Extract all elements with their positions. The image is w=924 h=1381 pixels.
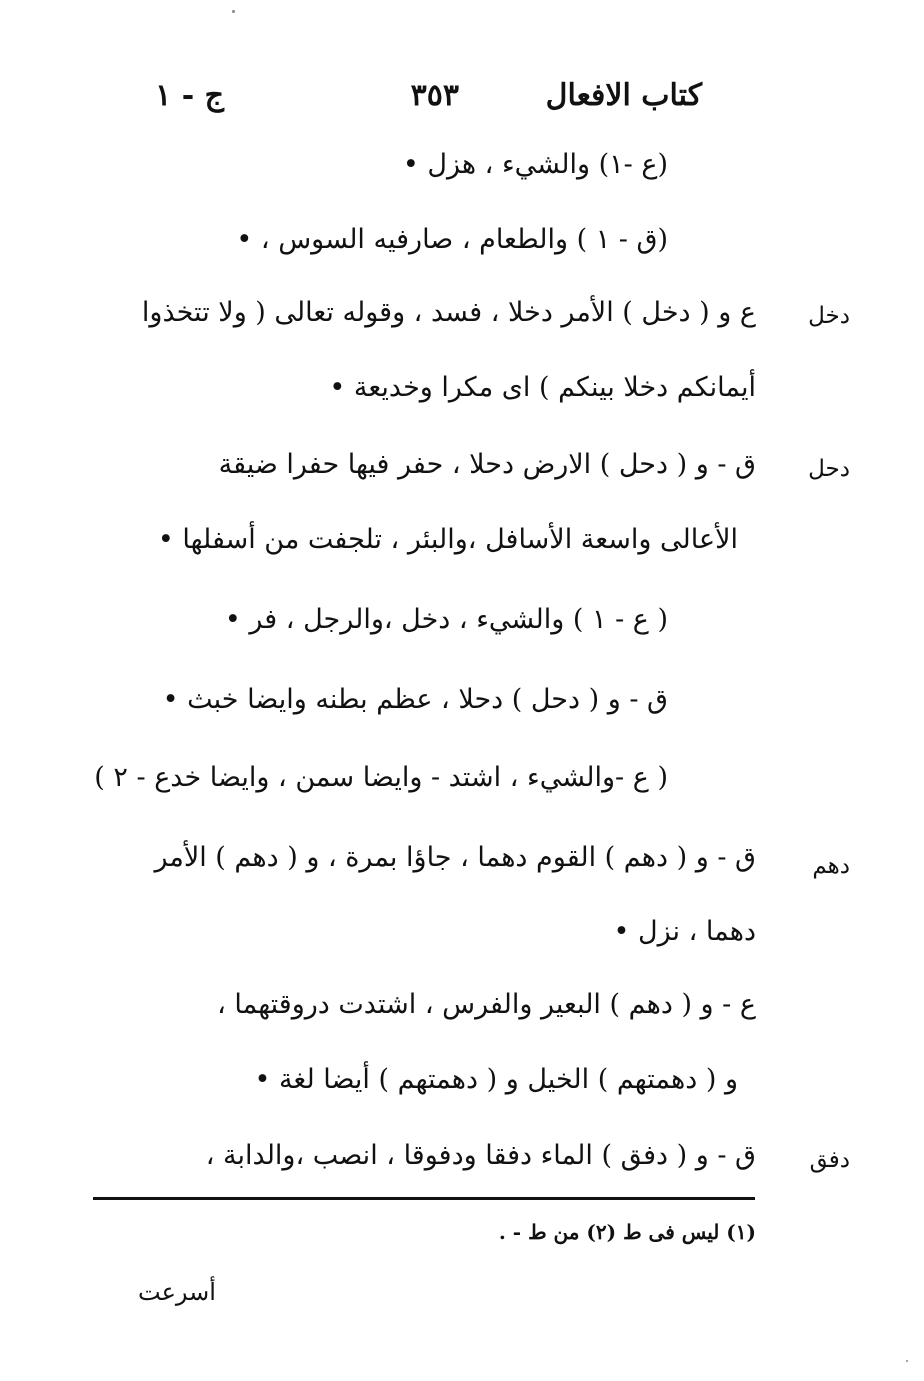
text-line-11: دهما ، نزل • [613, 916, 756, 947]
text-line-5: ق - و ( دحل ) الارض دحلا ، حفر فيها حفرا ضيقة [218, 449, 756, 480]
text-line-3: ع و ( دخل ) الأمر دخلا ، فسد ، وقوله تعالى ( ولا تتخذوا [141, 297, 756, 328]
text-line-1: (ع -١) والشيء ، هزل • [402, 149, 668, 180]
footnote: (١) ليس فى ط (٢) من ط - . [498, 1220, 756, 1244]
root-word-dhm: دهم [812, 853, 850, 879]
text-line-8: ق - و ( دحل ) دحلا ، عظم بطنه وايضا خبث • [162, 684, 668, 715]
text-line-14: ق - و ( دفق ) الماء دفقا ودفوقا ، انصب ،والدابة ، [205, 1140, 756, 1171]
text-line-7: ( ع - ١ ) والشيء ، دخل ،والرجل ، فر • [224, 604, 668, 635]
footnote-divider [93, 1197, 755, 1200]
catchword: أسرعت [138, 1278, 216, 1306]
text-line-4: أيمانكم دخلا بينكم ) اى مكرا وخديعة • [329, 372, 756, 403]
text-line-2: (ق - ١ ) والطعام ، صارفيه السوس ، • [236, 224, 668, 255]
text-line-9: ( ع -والشيء ، اشتد - وايضا سمن ، وايضا خدع - ٢ ) [94, 762, 668, 793]
text-line-6: الأعالى واسعة الأسافل ،والبئر ، تلجفت من أسفلها • [157, 524, 738, 555]
scan-speck [906, 1360, 908, 1362]
text-line-13: و ( دهمتهم ) الخيل و ( دهمتهم ) أيضا لغة • [254, 1064, 738, 1095]
root-word-dhl: دحل [808, 456, 850, 482]
page-number: ٣٥٣ [410, 78, 459, 113]
root-word-dfq: دفق [809, 1147, 850, 1173]
root-word-dkhl: دخل [808, 303, 850, 329]
scan-speck [232, 10, 235, 13]
book-title: كتاب الافعال [545, 78, 702, 113]
volume-label: ج - ١ [155, 78, 224, 113]
text-line-10: ق - و ( دهم ) القوم دهما ، جاؤا بمرة ، و ( دهم ) الأمر [154, 842, 756, 873]
text-line-12: ع - و ( دهم ) البعير والفرس ، اشتدت دروقتهما ، [217, 989, 756, 1020]
